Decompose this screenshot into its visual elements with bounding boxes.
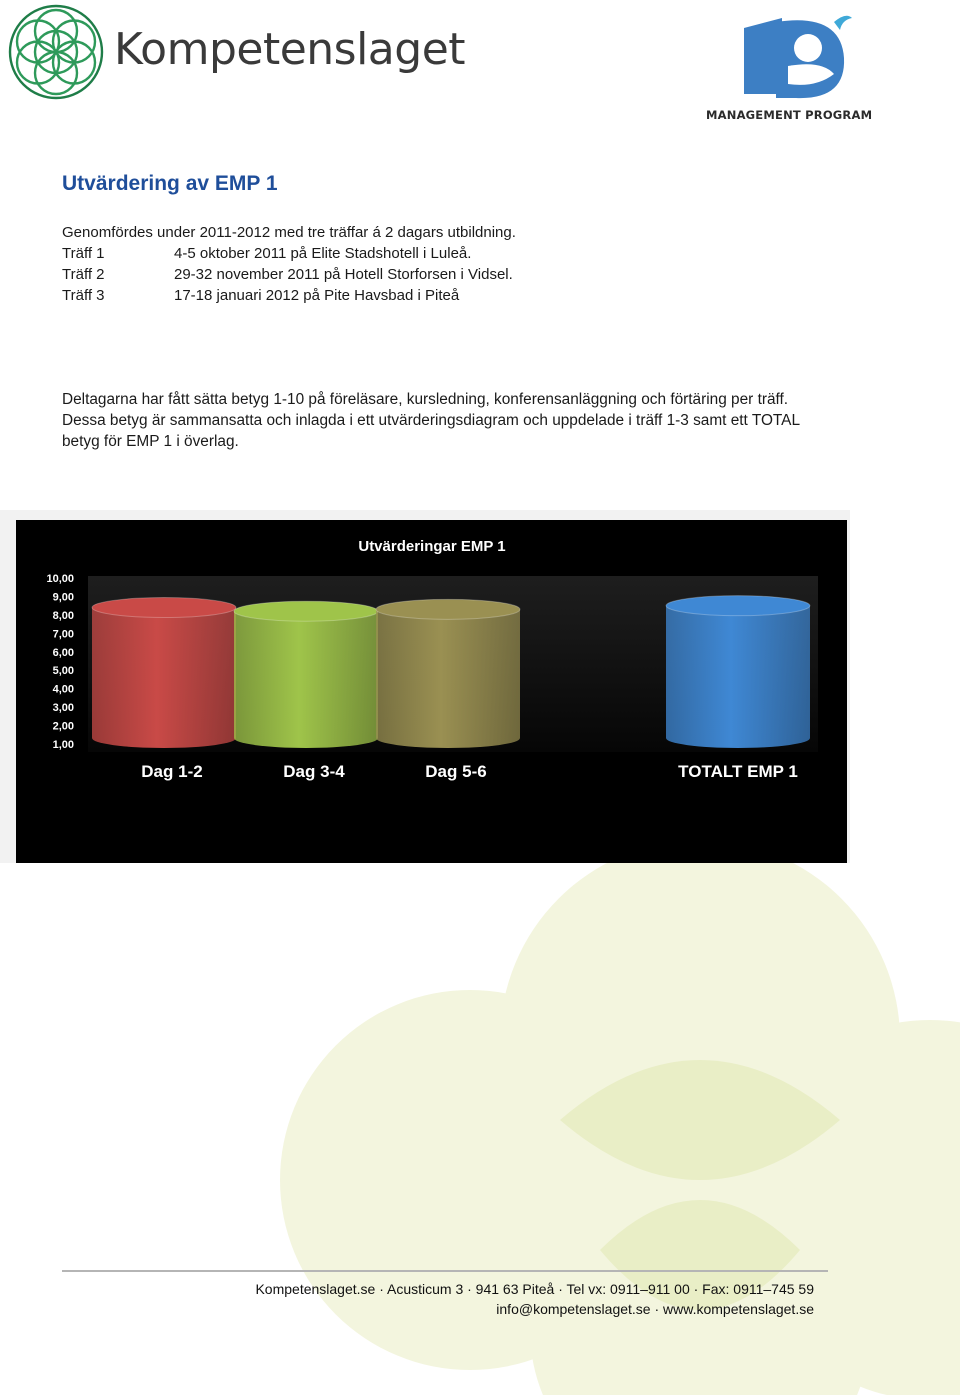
meeting-description: 29-32 november 2011 på Hotell Storforsen i Vidsel. xyxy=(174,266,513,283)
body-paragraph: Deltagarna har fått sätta betyg 1-10 på föreläsare, kursledning, konferensanläggning och förtäring per träff. Dessa betyg är sammansatta och inlagda i ett utvärderingsdiagram och uppdelade i träff 1-3 samt ett TOTAL betyg för EMP 1 i överlag. xyxy=(62,391,800,450)
chart-area xyxy=(16,520,847,863)
chart-title: Utvärderingar EMP 1 xyxy=(358,538,506,555)
chart-frame xyxy=(0,510,850,863)
y-tick-label: 1,00 xyxy=(52,739,74,751)
evaluation-chart xyxy=(16,520,847,863)
document-title: Utvärdering av EMP 1 xyxy=(62,172,278,195)
bar-body xyxy=(376,609,520,748)
x-category-label: TOTALT EMP 1 xyxy=(678,762,798,781)
meeting-row xyxy=(62,264,516,285)
meeting-row xyxy=(62,243,516,264)
y-tick-label: 5,00 xyxy=(52,665,74,678)
y-tick-label: 2,00 xyxy=(52,720,74,733)
meeting-description: 4-5 oktober 2011 på Elite Stadshotell i Luleå. xyxy=(174,245,472,262)
bar-top xyxy=(92,598,236,618)
program-label: MANAGEMENT PROGRAM xyxy=(706,108,873,122)
x-category-label: Dag 1-2 xyxy=(141,762,203,781)
bar-top xyxy=(234,601,378,621)
kompetenslaget-logo xyxy=(6,2,466,106)
bar-dag-3-4 xyxy=(234,601,378,748)
meeting-row xyxy=(62,285,516,306)
y-tick-label: 10,00 xyxy=(46,573,74,585)
bar-totalt-emp-1 xyxy=(666,596,810,748)
management-program-logo xyxy=(706,12,873,124)
intro-sentence: Genomfördes under 2011-2012 med tre träffar á 2 dagars utbildning. xyxy=(62,224,516,241)
y-tick-label: 3,00 xyxy=(52,702,74,715)
meeting-label: Träff 1 xyxy=(62,245,105,262)
meeting-label: Träff 3 xyxy=(62,287,105,304)
bar-body xyxy=(234,611,378,748)
footer-web-line: info@kompetenslaget.se · www.kompetenslaget.se xyxy=(496,1301,814,1317)
bar-dag-1-2 xyxy=(92,598,236,748)
footer-divider xyxy=(62,1270,828,1272)
x-category-label: Dag 3-4 xyxy=(283,762,345,781)
bar-body xyxy=(92,608,236,748)
bar-top xyxy=(666,596,810,616)
flower-of-life-icon xyxy=(6,2,106,102)
footer-contact-line: Kompetenslaget.se · Acusticum 3 · 941 63 Piteå · Tel vx: 0911–911 00 · Fax: 0911–745 59 xyxy=(255,1281,814,1297)
intro-block xyxy=(62,222,516,306)
e-letter-icon xyxy=(736,12,856,104)
bar-top xyxy=(376,599,520,619)
meeting-description: 17-18 januari 2012 på Pite Havsbad i Piteå xyxy=(174,287,460,304)
y-tick-label: 6,00 xyxy=(52,646,74,659)
bar-body xyxy=(666,606,810,748)
y-tick-label: 4,00 xyxy=(52,683,74,696)
x-category-label: Dag 5-6 xyxy=(425,762,487,781)
y-tick-label: 7,00 xyxy=(52,628,74,641)
y-tick-label: 9,00 xyxy=(52,591,74,604)
meeting-label: Träff 2 xyxy=(62,266,105,283)
bar-dag-5-6 xyxy=(376,599,520,748)
brand-name: Kompetenslaget xyxy=(114,24,466,75)
y-tick-label: 8,00 xyxy=(52,609,74,622)
footer xyxy=(62,1279,814,1319)
